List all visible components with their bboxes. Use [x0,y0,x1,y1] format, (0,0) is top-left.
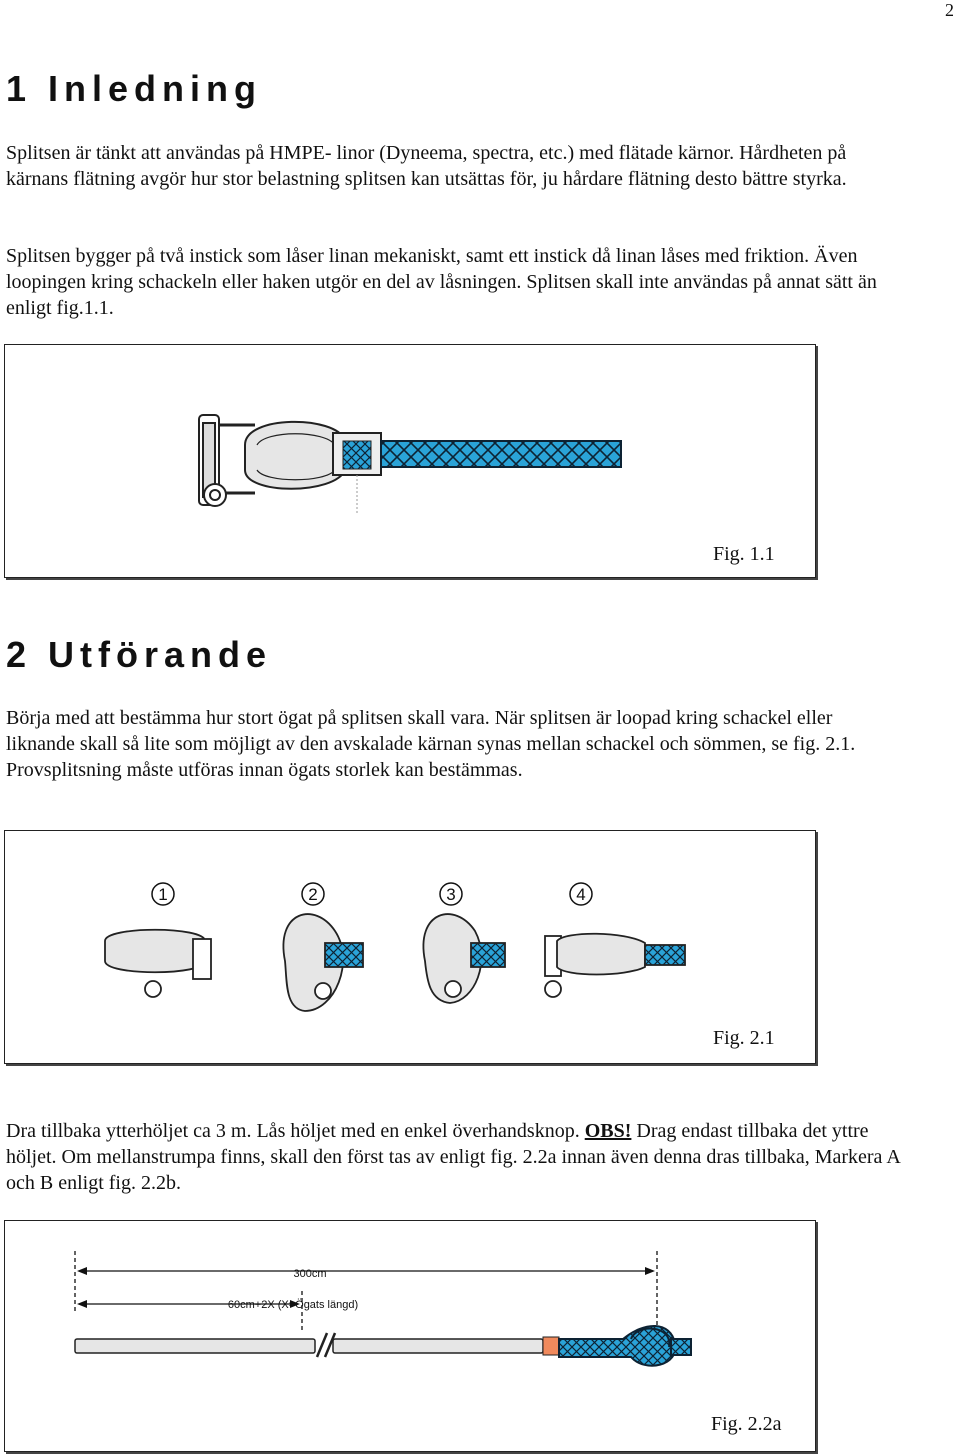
blue-rope [381,441,621,467]
measurement-illustration [5,1221,815,1451]
section-1-heading: 1 Inledning [6,68,263,109]
splice-illustration-2 [5,831,815,1063]
eye-loop [245,422,345,489]
step-3-illustration [423,914,505,1003]
section-2-paragraph-1: Börja med att bestämma hur stort ögat på splitsen skall vara. När splitsen är loopad kring schackel eller liknande skall så lite som möjligt av den avskalade kärnan synas mellan schackel och sömmen, se fig. 2.1. Provsplitsning måste utföras innan ögats storlek kan bestämmas. [6,707,856,781]
page-number: 2 [945,0,954,20]
step-4-label: 4 [576,885,586,904]
section-2-paragraph-2 [6,1118,906,1196]
figure-2-1-caption: Fig. 2.1 [713,1027,775,1049]
figure-2-1 [4,830,816,1064]
step-2-label: 2 [308,885,318,904]
figure-2-2a-caption: Fig. 2.2a [711,1413,782,1435]
step-3-label: 3 [446,885,456,904]
white-rope [75,1333,543,1357]
overhand-knot-icon [559,1326,691,1366]
measure-total-label: 300cm [293,1268,327,1280]
splice-illustration-1 [5,345,815,577]
step-2-illustration [283,914,363,1011]
obs-warning: OBS! [584,1120,632,1142]
paragraph-2-text-b: Drag endast tillbaka det yttre höljet. Om mellanstrumpa finns, skall den först tas av enligt fig. 2.2a innan även denna dras tillbaka, Markera A och B enligt fig. 2.2b. [6,1120,900,1194]
section-2-heading: 2 Utförande [6,634,273,675]
paragraph-2-text-a: Dra tillbaka ytterhöljet ca 3 m. Lås höljet med en enkel överhandsknop. [6,1120,585,1142]
figure-2-2a [4,1220,816,1452]
figure-1-1-caption: Fig. 1.1 [713,543,775,565]
section-1-paragraph-1: Splitsen är tänkt att användas på HMPE- linor (Dyneema, spectra, etc.) med flätade kärnor. Hårdheten på kärnans flätning avgör hur stor belastning splitsen kan utsättas för, ju hårdare flätning desto bättre styrka. [6,142,847,190]
step-1-illustration [105,930,211,997]
figure-1-1 [4,344,816,578]
step-4-illustration [545,934,685,997]
step-1-label: 1 [158,885,168,904]
section-1-paragraph-2: Splitsen bygger på två instick som låser linan mekaniskt, samt ett instick då linan låses med friktion. Även loopingen kring schackeln eller haken utgör en del av låsningen. Splitsen skall inte användas på annat sätt än enligt fig.1.1. [6,245,877,319]
measure-partial-label: 60cm+2X (X=Ögats längd) [227,1299,359,1311]
